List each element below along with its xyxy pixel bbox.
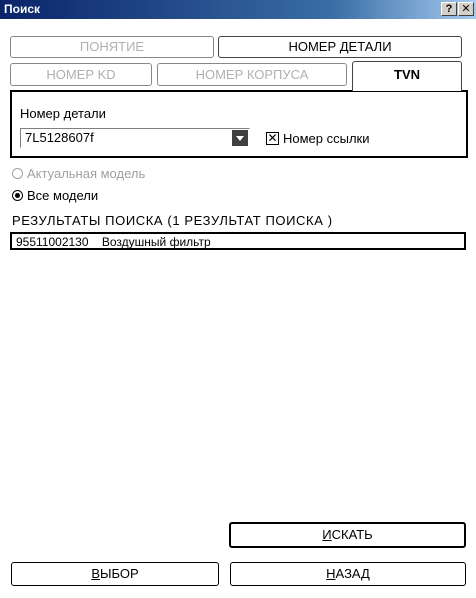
results-list[interactable] — [10, 232, 466, 250]
reference-number-checkbox[interactable]: ✕ — [267, 131, 278, 145]
dropdown-arrow-icon[interactable] — [232, 130, 248, 146]
part-number-label: Номер детали — [20, 106, 106, 121]
select-button-label: ЫБОР — [99, 566, 139, 581]
tab-body-number: НОМЕР КОРПУСА — [157, 63, 347, 86]
back-button[interactable] — [230, 562, 466, 586]
actual-model-radio — [12, 168, 23, 179]
back-button-accel: Н — [326, 566, 336, 581]
reference-number-label[interactable]: Номер ссылки — [283, 131, 370, 146]
tab-part-number[interactable]: НОМЕР ДЕТАЛИ — [218, 36, 462, 58]
close-button[interactable]: ✕ — [458, 2, 474, 16]
part-number-value: 7L5128607f — [25, 130, 94, 145]
results-title: РЕЗУЛЬТАТЫ ПОИСКА (1 РЕЗУЛЬТАТ ПОИСКА ) — [12, 213, 333, 228]
actual-model-label: Актуальная модель — [27, 166, 146, 181]
search-button-accel: И — [322, 527, 332, 542]
search-button[interactable] — [229, 522, 466, 548]
tab-concept: ПОНЯТИЕ — [10, 36, 214, 58]
select-button-accel: В — [91, 566, 100, 581]
window-title: Поиск — [4, 2, 41, 16]
all-models-label[interactable]: Все модели — [27, 188, 99, 203]
back-button-label: АЗАД — [335, 566, 370, 581]
tab-kd-number: НОМЕР KD — [10, 63, 152, 86]
result-part-name: Воздушный фильтр — [101, 235, 211, 249]
part-number-panel — [10, 90, 468, 158]
search-button-label: СКАТЬ — [331, 527, 373, 542]
all-models-radio[interactable] — [12, 190, 23, 201]
help-button[interactable]: ? — [441, 2, 457, 16]
part-number-combobox[interactable] — [20, 128, 250, 148]
radio-selected-dot — [15, 193, 20, 198]
result-row[interactable] — [16, 235, 211, 249]
select-button[interactable] — [11, 562, 219, 586]
tab-tvn[interactable]: TVN — [352, 61, 462, 91]
result-part-number: 95511002130 — [16, 235, 89, 249]
title-bar — [0, 0, 476, 19]
